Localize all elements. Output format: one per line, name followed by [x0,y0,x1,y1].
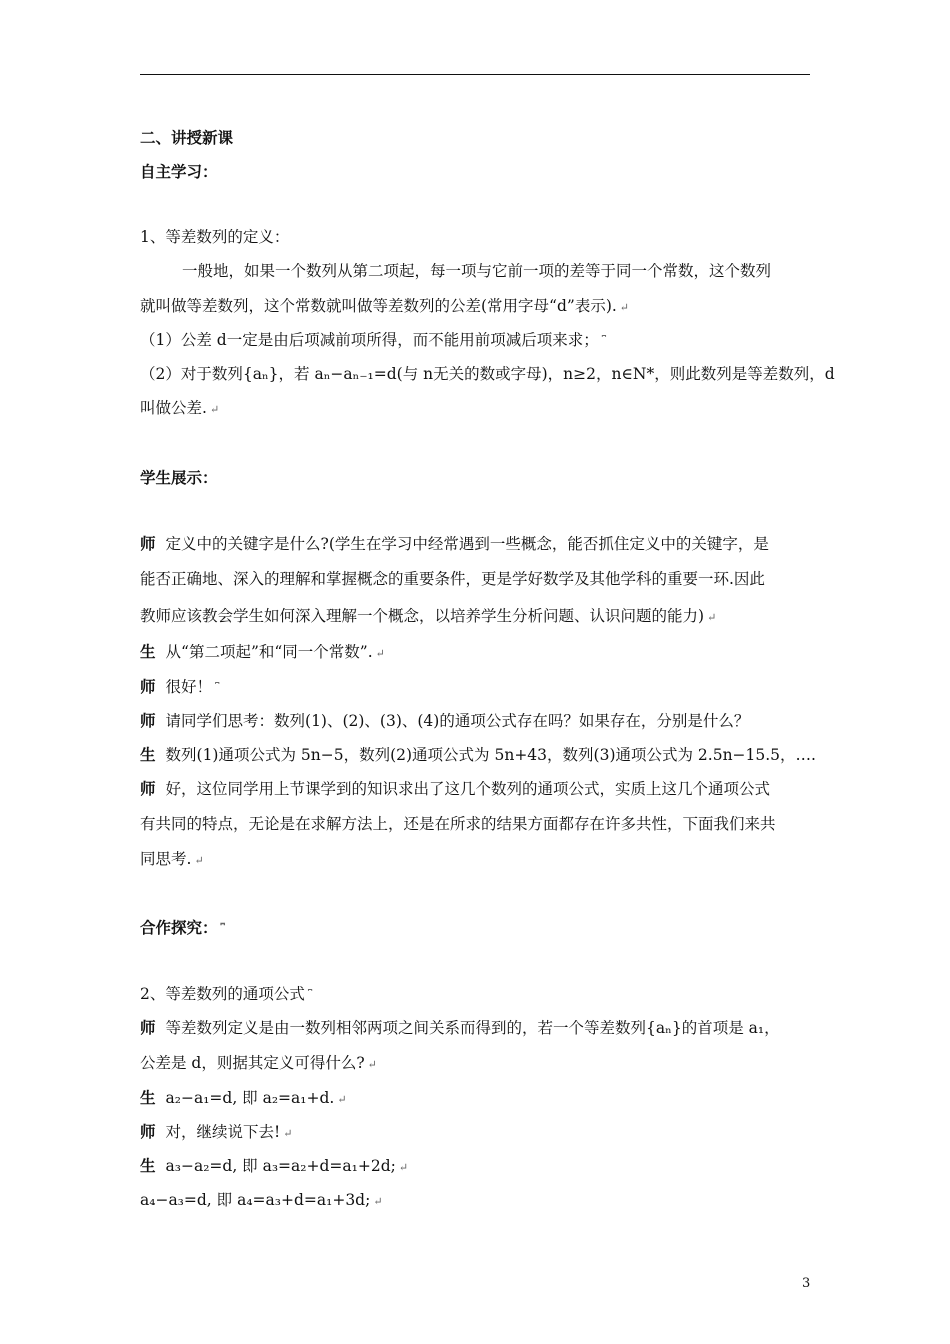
speaker-student: 生 [140,745,156,764]
dialogue-line: 师 对，继续说下去! ↵ [140,1122,293,1141]
speaker-teacher: 师 [140,534,156,553]
general-term-title: 2、等差数列的通项公式 ⎴ [140,985,313,1003]
cooperative-label: 合作探究： ⎴ [140,918,225,937]
dialogue-line: 生 a₂−a₁=d, 即 a₂=a₁+d. ↵ [140,1088,347,1107]
definition-line-1: 一般地，如果一个数列从第二项起，每一项与它前一项的差等于同一个常数，这个数列 [182,262,772,280]
dialogue-line: 公差是 d，则据其定义可得什么? ↵ [140,1054,377,1072]
dialogue-line: a₄−a₃=d, 即 a₄=a₃+d=a₁+3d; ↵ [140,1191,383,1209]
dialogue-line: 有共同的特点，无论是在求解方法上，还是在所求的结果方面都存在许多共性，下面我们来共 [140,815,776,833]
page-number: 3 [802,1276,811,1291]
dialogue-line: 生 a₃−a₂=d, 即 a₃=a₂+d=a₁+2d; ↵ [140,1156,409,1175]
section-heading: 二、讲授新课 [140,128,234,147]
speaker-student: 生 [140,1088,156,1107]
dialogue-line: 生 数列(1)通项公式为 5n−5，数列(2)通项公式为 5n+43，数列(3)通项公式为 2.5n−15.5，…. [140,745,816,764]
dialogue-line: 能否正确地、深入的理解和掌握概念的重要条件，更是学好数学及其他学科的重要一环.因此 [140,570,765,588]
speaker-teacher: 师 [140,677,156,696]
speaker-teacher: 师 [140,1122,156,1141]
dialogue-line: 教师应该教会学生如何深入理解一个概念，以培养学生分析问题、认识问题的能力) ↵ [140,607,717,625]
self-study-label: 自主学习： [140,162,218,181]
speaker-student: 生 [140,1156,156,1175]
speaker-teacher: 师 [140,779,156,798]
definition-title: 1、等差数列的定义： [140,228,290,246]
speaker-teacher: 师 [140,711,156,730]
dialogue-line: 生 从“第二项起”和“同一个常数”. ↵ [140,642,385,661]
note-2-line-1: （2）对于数列{aₙ}，若 aₙ−aₙ₋₁=d(与 n无关的数或字母)，n≥2，n∈N*，则此数列是等差数列，d [140,365,835,383]
speaker-teacher: 师 [140,1018,156,1037]
note-2-line-2: 叫做公差. ↵ [140,399,220,417]
dialogue-line: 师 好，这位同学用上节课学到的知识求出了这几个数列的通项公式，实质上这几个通项公式 [140,779,771,798]
definition-line-2: 就叫做等差数列，这个常数就叫做等差数列的公差(常用字母“d”表示). ↵ [140,297,630,315]
dialogue-line: 同思考. ↵ [140,850,204,868]
dialogue-line: 师 请同学们思考：数列(1)、(2)、(3)、(4)的通项公式存在吗？如果存在，分别是什么？ [140,711,750,730]
header-rule [140,74,810,75]
dialogue-line: 师 定义中的关键字是什么?(学生在学习中经常遇到一些概念，能否抓住定义中的关键字，是 [140,534,769,553]
note-1: （1）公差 d一定是由后项减前项所得，而不能用前项减后项来求； ⎴ [140,331,607,349]
student-show-label: 学生展示： [140,468,218,487]
speaker-student: 生 [140,642,156,661]
dialogue-line: 师 等差数列定义是由一数列相邻两项之间关系而得到的，若一个等差数列{aₙ}的首项是 a₁， [140,1018,780,1037]
dialogue-line: 师 很好！ ⎴ [140,677,220,696]
